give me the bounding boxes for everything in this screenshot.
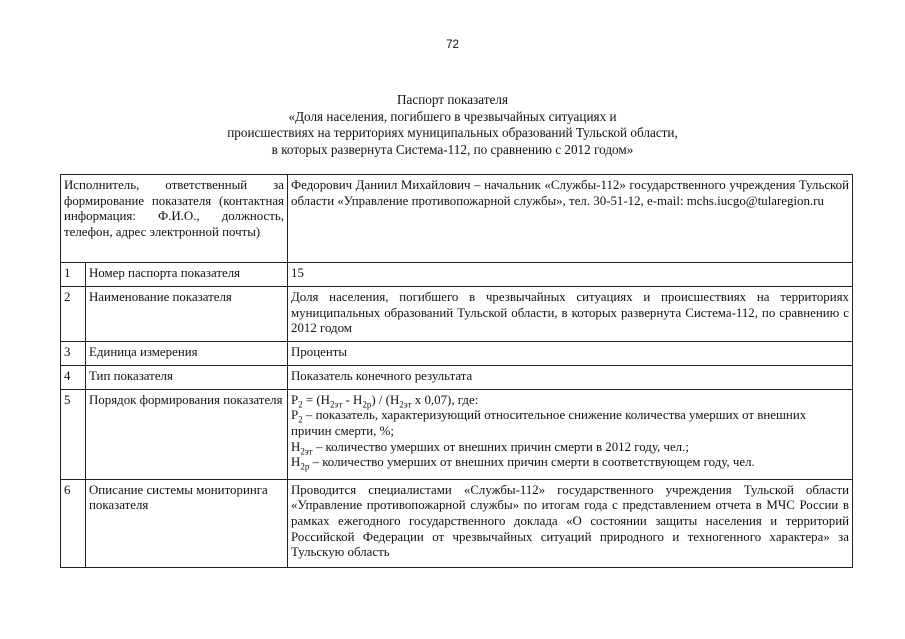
- formula-definition-h2et: $Н_{2эт}$ – количество умерших от внешних причин смерти в 2012 году, чел.;: [291, 439, 689, 457]
- row-label: Номер паспорта показателя: [86, 263, 288, 287]
- row-value: Проводится специалистами «Службы-112» государственного учреждения Тульской области «Управление противопожарной службы» по итогам года с представлением отчета в МЧС России в рамках ежегодного государственного доклада «О состоянии защиты населения и территорий Российской Федерации от чрезвычайных ситуаций природного и техногенного характера» за Тульскую область: [288, 479, 853, 567]
- row-number: 5: [61, 389, 86, 479]
- table-row-responsible: [61, 175, 853, 263]
- title-line-3: происшествиях на территориях муниципальных образований Тульской области,: [227, 125, 678, 140]
- formula-line: $Р_2 = (Н_{2эт} - Н_{2р}) / (Н_{2эт}$ х 0,07), где:: [291, 392, 479, 410]
- row-number: 6: [61, 479, 86, 567]
- responsible-value: Федорович Даниил Михайлович – начальник «Службы-112» государственного учреждения Тульской области «Управление противопожарной службы», тел. 30-51-12, e-mail: mchs.iucgo@tularegion.ru: [288, 175, 853, 263]
- row-number: 3: [61, 341, 86, 365]
- table-row: [61, 341, 853, 365]
- formula-definition-p2: $Р_2$ – показатель, характеризующий относительное снижение количества умерших от внешних причин смерти, %;: [291, 408, 807, 438]
- table-row: [61, 479, 853, 567]
- row-label: Тип показателя: [86, 365, 288, 389]
- row-value: Показатель конечного результата: [288, 365, 853, 389]
- title-line-1: Паспорт показателя: [396, 92, 509, 107]
- row-label: Порядок формирования показателя: [86, 389, 288, 479]
- page-number: 72: [446, 39, 459, 51]
- row-value: Доля населения, погибшего в чрезвычайных ситуациях и происшествиях на территориях муниципальных образований Тульской области, в которых развернута Система-112, по сравнению с 2012 годом: [288, 287, 853, 342]
- row-label: Наименование показателя: [86, 287, 288, 342]
- row-number: 1: [61, 263, 86, 287]
- table-row: [61, 287, 853, 342]
- table-row: [61, 263, 853, 287]
- row-number: 4: [61, 365, 86, 389]
- title-line-4: в которых развернута Система-112, по сравнению с 2012 годом»: [271, 141, 634, 157]
- row-label: Единица измерения: [86, 341, 288, 365]
- row-label: Описание системы мониторинга показателя: [86, 479, 288, 567]
- row-value: Проценты: [288, 341, 853, 365]
- formula-cell: [288, 389, 853, 479]
- title-line-2: «Доля населения, погибшего в чрезвычайных ситуациях и: [288, 108, 617, 124]
- row-number: 2: [61, 287, 86, 342]
- table-row: [61, 365, 853, 389]
- formula-definition-h2r: $Н_{2р}$ – количество умерших от внешних причин смерти в соответствующем году, чел.: [291, 455, 755, 472]
- responsible-label: Исполнитель, ответственный за формирование показателя (контактная информация: Ф.И.О., должность, телефон, адрес электронной почты): [61, 175, 288, 263]
- table-row: [61, 389, 853, 479]
- row-value: 15: [288, 263, 853, 287]
- document-title: [120, 92, 785, 158]
- passport-table: [60, 174, 853, 568]
